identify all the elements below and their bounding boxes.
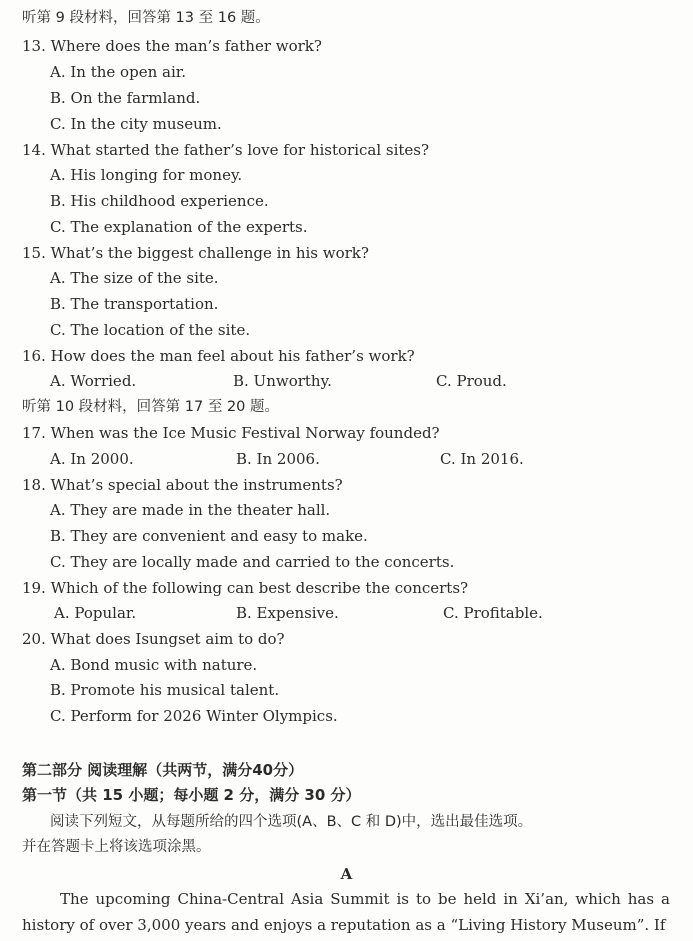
option-17c: C. In 2016. — [440, 450, 524, 468]
option-15c: C. The location of the site. — [50, 321, 251, 339]
option-19c: C. Profitable. — [443, 604, 543, 622]
passage-label: A — [340, 865, 353, 883]
option-16b: B. Unworthy. — [233, 372, 332, 390]
option-17b: B. In 2006. — [236, 450, 320, 468]
listening-10-header: 听第 10 段材料，回答第 17 至 20 题。 — [22, 399, 280, 415]
question-14: 14. What started the father’s love for historical sites? — [22, 141, 430, 159]
passage-a-text: The upcoming China-Central Asia Summit is to be held in Xi’an, which has a history of over 3,000 years and enjoys a reputation as a “Living History Museum”. If — [22, 890, 670, 934]
question-15: 15. What’s the biggest challenge in his work? — [22, 244, 369, 262]
question-17: 17. When was the Ice Music Festival Norway founded? — [22, 424, 440, 442]
option-19b: B. Expensive. — [236, 604, 339, 622]
question-20: 20. What does Isungset aim to do? — [22, 630, 285, 648]
option-20a: A. Bond music with nature. — [50, 656, 258, 674]
question-13: 13. Where does the man’s father work? — [22, 37, 322, 55]
listening-9-header: 听第 9 段材料，回答第 13 至 16 题。 — [22, 10, 270, 26]
question-18: 18. What’s special about the instruments? — [22, 476, 343, 494]
option-14b: B. His childhood experience. — [50, 192, 269, 210]
option-18b: B. They are convenient and easy to make. — [50, 527, 368, 545]
option-13b: B. On the farmland. — [50, 89, 201, 107]
part2-instruction-1: 阅读下列短文，从每题所给的四个选项(A、B、C 和 D)中，选出最佳选项。 — [50, 814, 533, 830]
question-16: 16. How does the man feel about his father’s work? — [22, 347, 415, 365]
option-14a: A. His longing for money. — [50, 166, 243, 184]
option-14c: C. The explanation of the experts. — [50, 218, 308, 236]
option-15b: B. The transportation. — [50, 295, 219, 313]
option-19a: A. Popular. — [54, 604, 137, 622]
option-20c: C. Perform for 2026 Winter Olympics. — [50, 707, 338, 725]
question-19: 19. Which of the following can best describe the concerts? — [22, 579, 469, 597]
option-18a: A. They are made in the theater hall. — [50, 501, 331, 519]
option-15a: A. The size of the site. — [50, 269, 219, 287]
part2-section1: 第一节（共 15 小题；每小题 2 分，满分 30 分） — [22, 786, 361, 804]
part2-title: 第二部分 阅读理解（共两节，满分40分） — [22, 761, 304, 779]
option-16c: C. Proud. — [436, 372, 507, 390]
option-20b: B. Promote his musical talent. — [50, 681, 280, 699]
option-16a: A. Worried. — [50, 372, 137, 390]
option-13a: A. In the open air. — [50, 63, 187, 81]
option-17a: A. In 2000. — [50, 450, 134, 468]
option-18c: C. They are locally made and carried to the concerts. — [50, 553, 455, 571]
option-13c: C. In the city museum. — [50, 115, 222, 133]
part2-instruction-2: 并在答题卡上将该选项涂黑。 — [22, 839, 211, 855]
